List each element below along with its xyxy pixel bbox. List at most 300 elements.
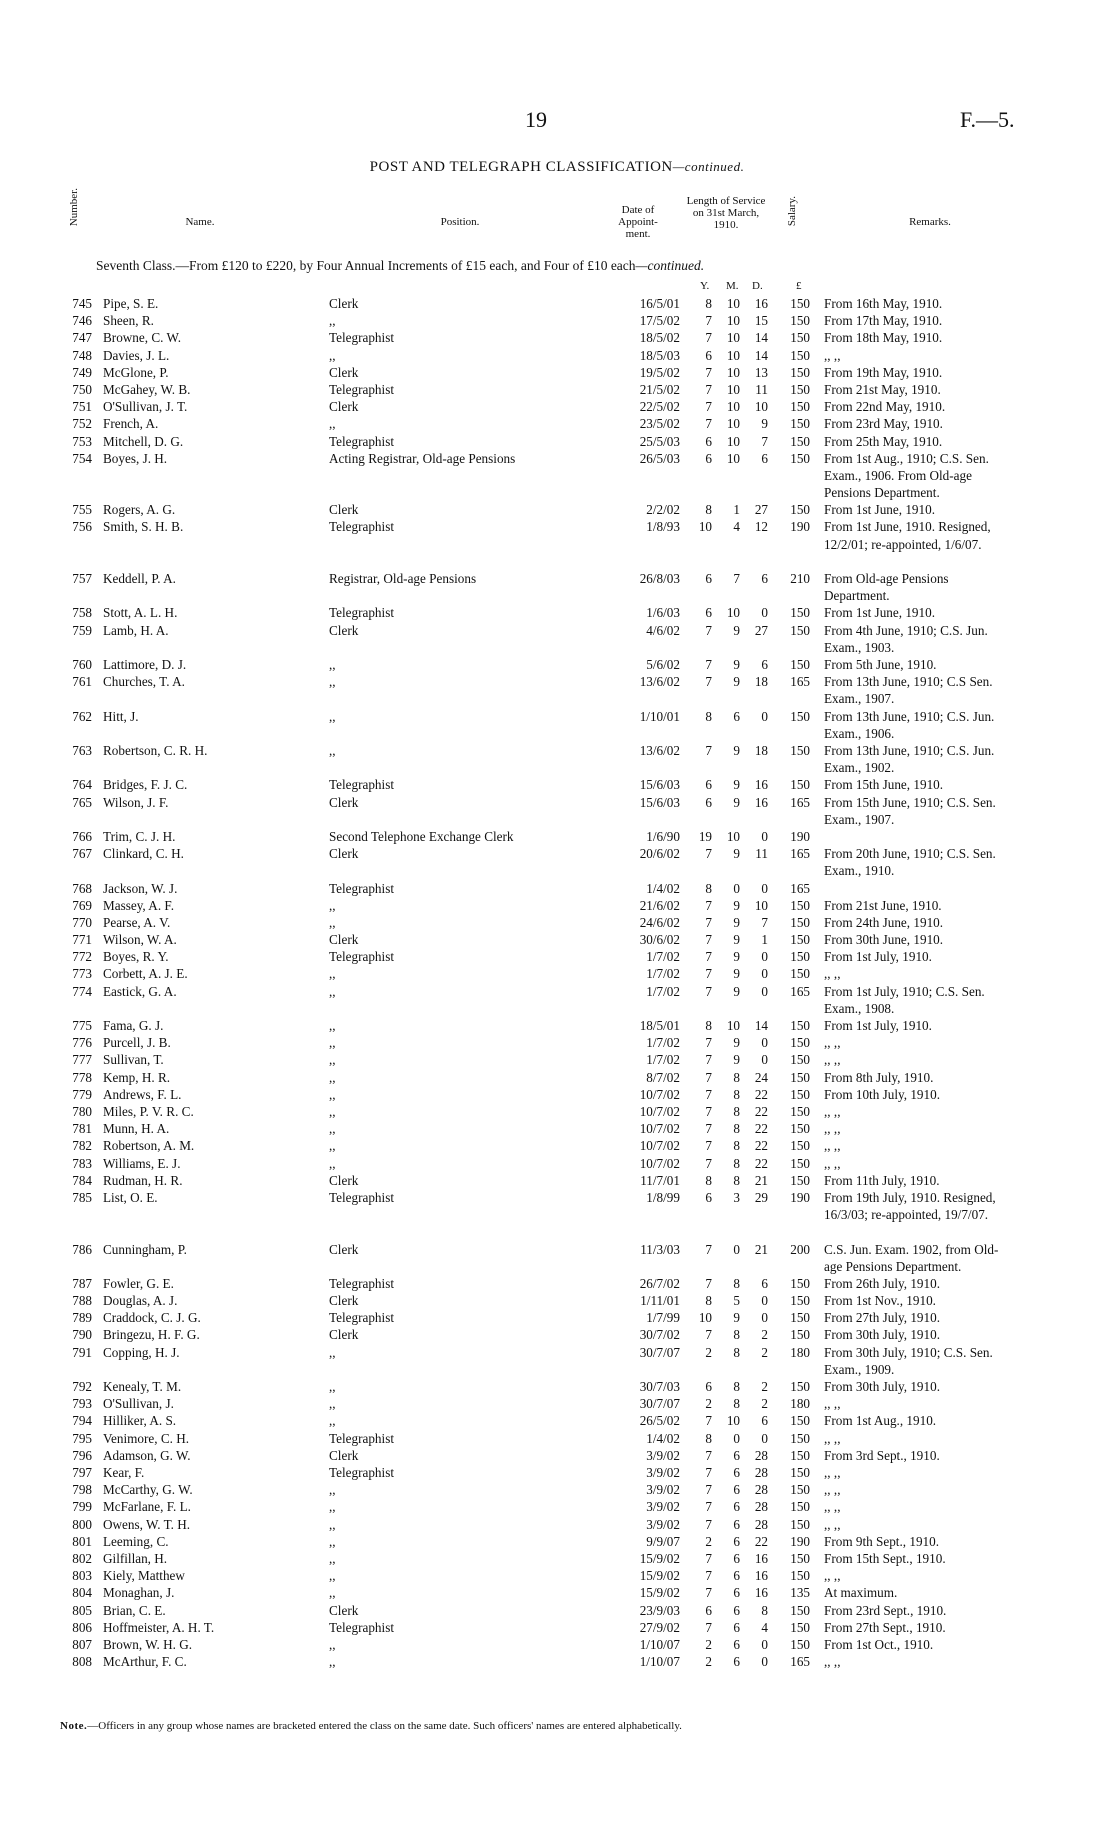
row-salary: 150 — [790, 1516, 810, 1532]
row-name: Wilson, J. F. — [103, 794, 169, 810]
row-number: 762 — [72, 708, 92, 724]
row-date: 1/7/02 — [646, 983, 680, 999]
row-salary: 210 — [790, 571, 810, 587]
note-label: Note. — [60, 1720, 88, 1732]
row-date: 5/6/02 — [646, 657, 680, 673]
row-months: 8 — [733, 1275, 740, 1291]
row-position: ,, — [329, 1018, 336, 1034]
row-remarks: From 26th July, 1910. — [824, 1275, 941, 1291]
row-name: Monaghan, J. — [103, 1585, 175, 1601]
row-months: 0 — [733, 880, 740, 896]
row-position: Clerk — [329, 1241, 359, 1257]
row-months: 8 — [733, 1379, 740, 1395]
days-unit: D. — [752, 280, 763, 292]
row-name: Lattimore, D. J. — [103, 657, 187, 673]
row-name: Boyes, J. H. — [103, 450, 168, 466]
row-salary: 150 — [790, 708, 810, 724]
table-row — [0, 828, 1114, 845]
row-name: McGlone, P. — [103, 364, 169, 380]
row-date: 1/7/02 — [646, 1052, 680, 1068]
row-days: 0 — [761, 828, 768, 844]
row-number: 759 — [72, 622, 92, 638]
row-days: 14 — [754, 347, 768, 363]
row-remarks: ,, ,, — [824, 347, 841, 363]
row-number: 776 — [72, 1035, 92, 1051]
row-name: Smith, S. H. B. — [103, 519, 184, 535]
row-days: 14 — [754, 1018, 768, 1034]
row-months: 9 — [733, 622, 740, 638]
row-number: 791 — [72, 1344, 92, 1360]
row-remarks: ,, ,, — [824, 1499, 841, 1515]
row-remarks: From 30th July, 1910. — [824, 1327, 941, 1343]
row-months: 1 — [733, 502, 740, 518]
row-days: 13 — [754, 364, 768, 380]
row-salary: 150 — [790, 330, 810, 346]
table-row — [0, 450, 1114, 502]
row-number: 787 — [72, 1275, 92, 1291]
row-name: Kemp, H. R. — [103, 1069, 171, 1085]
row-date: 1/8/99 — [646, 1189, 680, 1205]
row-position: Telegraphist — [329, 519, 394, 535]
row-name: Stott, A. L. H. — [103, 605, 178, 621]
row-remarks: ,, ,, — [824, 1138, 841, 1154]
row-salary: 150 — [790, 296, 810, 311]
row-name: Purcell, J. B. — [103, 1035, 171, 1051]
row-date: 10/7/02 — [639, 1086, 680, 1102]
table-row — [0, 312, 1114, 329]
row-months: 9 — [733, 949, 740, 965]
row-date: 19/5/02 — [639, 364, 680, 380]
row-months: 9 — [733, 794, 740, 810]
row-years: 10 — [698, 519, 712, 535]
table-row — [0, 914, 1114, 931]
row-remarks: From 21st June, 1910. — [824, 897, 942, 913]
row-number: 745 — [72, 296, 92, 311]
row-salary: 150 — [790, 743, 810, 758]
row-date: 18/5/01 — [639, 1018, 680, 1034]
row-date: 15/6/03 — [639, 794, 680, 810]
row-position: ,, — [329, 1379, 336, 1395]
position-column-header: Position. — [440, 216, 480, 228]
row-date: 15/9/02 — [639, 1585, 680, 1601]
row-remarks: From 1st Aug., 1910. — [824, 1413, 937, 1429]
row-remarks: ,, ,, — [824, 1465, 841, 1480]
row-salary: 165 — [790, 794, 810, 810]
row-position: ,, — [329, 657, 336, 673]
row-years: 10 — [698, 1310, 712, 1326]
remarks-column-header: Remarks. — [909, 216, 951, 228]
row-position: Clerk — [329, 502, 359, 518]
row-name: O'Sullivan, J. T. — [103, 399, 188, 415]
row-date: 4/6/02 — [646, 622, 680, 638]
row-remarks: From 8th July, 1910. — [824, 1069, 934, 1085]
row-date: 15/9/02 — [639, 1550, 680, 1566]
row-years: 7 — [705, 897, 712, 913]
row-salary: 150 — [790, 1275, 810, 1291]
row-months: 9 — [733, 846, 740, 862]
row-days: 1 — [761, 932, 768, 948]
row-name: Owens, W. T. H. — [103, 1516, 191, 1532]
row-position: ,, — [329, 1052, 336, 1068]
row-salary: 150 — [790, 966, 810, 982]
row-date: 26/8/03 — [639, 571, 680, 587]
row-remarks: From 27th July, 1910. — [824, 1310, 941, 1326]
row-remarks: From 1st June, 1910. Resigned, 12/2/01; re-appointed, 1/6/07. — [824, 519, 991, 552]
row-remarks: From 1st Nov., 1910. — [824, 1293, 936, 1309]
class-heading — [96, 258, 704, 274]
row-name: Andrews, F. L. — [103, 1086, 182, 1102]
row-days: 6 — [761, 1413, 768, 1429]
row-name: O'Sullivan, J. — [103, 1396, 174, 1412]
row-salary: 150 — [790, 897, 810, 913]
row-remarks: ,, ,, — [824, 1104, 841, 1119]
row-salary: 165 — [790, 674, 810, 690]
row-number: 778 — [72, 1069, 92, 1085]
row-months: 0 — [733, 1241, 740, 1257]
row-position: Clerk — [329, 932, 359, 948]
row-position: Clerk — [329, 399, 359, 415]
row-date: 3/9/02 — [646, 1516, 680, 1532]
table-row — [0, 364, 1114, 381]
row-salary: 150 — [790, 1052, 810, 1068]
row-number: 760 — [72, 657, 92, 673]
row-salary: 190 — [790, 519, 810, 535]
row-number: 761 — [72, 674, 92, 690]
row-years: 7 — [705, 1155, 712, 1171]
row-years: 7 — [705, 983, 712, 999]
row-remarks: From 21st May, 1910. — [824, 381, 941, 397]
table-row — [0, 433, 1114, 450]
row-years: 8 — [705, 502, 712, 518]
row-name: Miles, P. V. R. C. — [103, 1104, 194, 1119]
row-date: 10/7/02 — [639, 1104, 680, 1119]
row-years: 8 — [705, 296, 712, 311]
row-date: 21/5/02 — [639, 381, 680, 397]
row-months: 10 — [726, 1018, 740, 1034]
row-number: 746 — [72, 313, 92, 329]
row-salary: 165 — [790, 880, 810, 896]
row-salary: 150 — [790, 347, 810, 363]
row-name: Lamb, H. A. — [103, 622, 169, 638]
row-date: 1/6/03 — [646, 605, 680, 621]
pound-unit: £ — [796, 280, 802, 292]
row-years: 6 — [705, 450, 712, 466]
row-position: ,, — [329, 1585, 336, 1601]
row-number: 784 — [72, 1172, 92, 1188]
row-months: 8 — [733, 1069, 740, 1085]
table-row — [0, 1412, 1114, 1429]
row-salary: 150 — [790, 622, 810, 638]
row-days: 6 — [761, 450, 768, 466]
row-days: 10 — [754, 897, 768, 913]
row-remarks: ,, ,, — [824, 1516, 841, 1532]
row-number: 765 — [72, 794, 92, 810]
row-years: 7 — [705, 1465, 712, 1480]
row-date: 1/10/07 — [639, 1654, 680, 1670]
row-remarks: From 11th July, 1910. — [824, 1172, 940, 1188]
row-name: Brown, W. H. G. — [103, 1636, 193, 1652]
row-remarks: ,, ,, — [824, 1035, 841, 1051]
table-row — [0, 398, 1114, 415]
row-years: 7 — [705, 1482, 712, 1498]
row-years: 19 — [698, 828, 712, 844]
row-remarks: ,, ,, — [824, 1121, 841, 1137]
row-number: 798 — [72, 1482, 92, 1498]
row-salary: 150 — [790, 657, 810, 673]
row-salary: 150 — [790, 1310, 810, 1326]
row-years: 6 — [705, 794, 712, 810]
row-days: 0 — [761, 1636, 768, 1652]
row-months: 5 — [733, 1293, 740, 1309]
row-position: ,, — [329, 983, 336, 999]
row-months: 9 — [733, 932, 740, 948]
row-years: 6 — [705, 1379, 712, 1395]
table-row — [0, 1619, 1114, 1636]
row-remarks: From 10th July, 1910. — [824, 1086, 941, 1102]
row-remarks: From 19th July, 1910. Resigned, 16/3/03; re-appointed, 19/7/07. — [824, 1189, 996, 1223]
row-date: 11/7/01 — [640, 1172, 680, 1188]
row-remarks: From Old-age Pensions Department. — [824, 571, 949, 604]
row-date: 11/3/03 — [640, 1241, 680, 1257]
table-row — [0, 708, 1114, 742]
row-months: 9 — [733, 1310, 740, 1326]
table-row — [0, 295, 1114, 312]
row-months: 7 — [733, 571, 740, 587]
table-row — [0, 1567, 1114, 1584]
row-days: 2 — [761, 1327, 768, 1343]
row-position: ,, — [329, 1413, 336, 1429]
row-salary: 150 — [790, 433, 810, 449]
row-years: 7 — [705, 1413, 712, 1429]
row-position: ,, — [329, 1654, 336, 1670]
row-number: 797 — [72, 1465, 92, 1480]
row-days: 6 — [761, 657, 768, 673]
row-number: 748 — [72, 347, 92, 363]
row-salary: 150 — [790, 1636, 810, 1652]
row-name: Robertson, C. R. H. — [103, 743, 208, 758]
row-remarks: ,, ,, — [824, 1155, 841, 1171]
row-position: Telegraphist — [329, 1310, 394, 1326]
row-remarks: From 24th June, 1910. — [824, 914, 944, 930]
row-years: 7 — [705, 399, 712, 415]
table-row — [0, 1550, 1114, 1567]
row-name: Brian, C. E. — [103, 1602, 166, 1618]
row-years: 6 — [705, 777, 712, 793]
table-row — [0, 1653, 1114, 1670]
row-position: ,, — [329, 708, 336, 724]
table-row — [0, 501, 1114, 518]
row-remarks: ,, ,, — [824, 1568, 841, 1584]
row-position: Telegraphist — [329, 1189, 394, 1205]
row-remarks: From 23rd May, 1910. — [824, 416, 943, 432]
row-years: 6 — [705, 571, 712, 587]
row-name: McCarthy, G. W. — [103, 1482, 193, 1498]
row-months: 9 — [733, 657, 740, 673]
row-months: 9 — [733, 966, 740, 982]
row-months: 6 — [733, 1585, 740, 1601]
row-date: 1/8/93 — [646, 519, 680, 535]
row-days: 9 — [761, 416, 768, 432]
row-name: Mitchell, D. G. — [103, 433, 184, 449]
row-date: 1/6/90 — [646, 828, 680, 844]
row-remarks: From 22nd May, 1910. — [824, 399, 946, 415]
row-years: 7 — [705, 416, 712, 432]
page-number: 19 — [525, 107, 547, 132]
table-row — [0, 518, 1114, 570]
row-name: Kiely, Matthew — [103, 1568, 185, 1584]
row-position: ,, — [329, 347, 336, 363]
row-months: 6 — [733, 1482, 740, 1498]
row-remarks: From 25th May, 1910. — [824, 433, 943, 449]
row-remarks: From 1st June, 1910. — [824, 502, 935, 518]
row-number: 774 — [72, 983, 92, 999]
table-row — [0, 1086, 1114, 1103]
row-months: 6 — [733, 1602, 740, 1618]
row-position: ,, — [329, 313, 336, 329]
row-date: 23/9/03 — [639, 1602, 680, 1618]
table-row — [0, 1120, 1114, 1137]
row-remarks: From 30th June, 1910. — [824, 932, 944, 948]
row-years: 7 — [705, 932, 712, 948]
row-days: 0 — [761, 983, 768, 999]
row-salary: 150 — [790, 364, 810, 380]
row-date: 3/9/02 — [646, 1465, 680, 1480]
row-months: 6 — [733, 1550, 740, 1566]
salary-column-header: Salary. — [786, 196, 798, 227]
row-salary: 150 — [790, 1104, 810, 1119]
table-row — [0, 1464, 1114, 1481]
row-days: 14 — [754, 330, 768, 346]
row-remarks: From 27th Sept., 1910. — [824, 1619, 946, 1635]
row-name: McFarlane, F. L. — [103, 1499, 191, 1515]
row-date: 1/10/01 — [639, 708, 680, 724]
row-date: 24/6/02 — [639, 914, 680, 930]
row-months: 10 — [726, 828, 740, 844]
table-row — [0, 622, 1114, 656]
row-date: 25/5/03 — [639, 433, 680, 449]
row-remarks: From 1st July, 1910. — [824, 949, 932, 965]
row-months: 8 — [733, 1172, 740, 1188]
row-number: 790 — [72, 1327, 92, 1343]
row-number: 753 — [72, 433, 92, 449]
row-remarks: From 4th June, 1910; C.S. Jun. Exam., 1903. — [824, 622, 988, 655]
row-salary: 150 — [790, 450, 810, 466]
row-date: 2/2/02 — [646, 502, 680, 518]
row-name: Kear, F. — [103, 1465, 145, 1480]
row-date: 3/9/02 — [646, 1499, 680, 1515]
name-column-header: Name. — [185, 216, 215, 228]
row-days: 15 — [754, 313, 768, 329]
row-months: 9 — [733, 743, 740, 758]
row-years: 8 — [705, 1172, 712, 1188]
row-date: 27/9/02 — [639, 1619, 680, 1635]
row-name: Pearse, A. V. — [103, 914, 171, 930]
row-name: Rudman, H. R. — [103, 1172, 183, 1188]
row-months: 10 — [726, 450, 740, 466]
row-salary: 180 — [790, 1396, 810, 1412]
row-remarks: From 30th July, 1910. — [824, 1379, 941, 1395]
row-name: Adamson, G. W. — [103, 1447, 191, 1463]
row-remarks: From 1st Oct., 1910. — [824, 1636, 934, 1652]
row-salary: 150 — [790, 1568, 810, 1584]
row-years: 8 — [705, 708, 712, 724]
row-name: List, O. E. — [103, 1189, 158, 1205]
row-days: 10 — [754, 399, 768, 415]
months-unit: M. — [726, 280, 739, 292]
row-position: ,, — [329, 1155, 336, 1171]
table-row — [0, 983, 1114, 1017]
page-title — [0, 159, 1114, 176]
row-days: 6 — [761, 1275, 768, 1291]
row-name: Copping, H. J. — [103, 1344, 180, 1360]
note-text: —Officers in any group whose names are bracketed entered the class on the same date. Such officers' names are entered alphabetically. — [87, 1720, 682, 1732]
row-days: 22 — [754, 1155, 768, 1171]
row-position: Registrar, Old-age Pensions — [329, 571, 477, 587]
row-number: 758 — [72, 605, 92, 621]
table-row — [0, 1516, 1114, 1533]
row-days: 22 — [754, 1138, 768, 1154]
row-days: 11 — [755, 846, 768, 862]
row-days: 21 — [754, 1241, 768, 1257]
row-years: 7 — [705, 1447, 712, 1463]
row-position: ,, — [329, 1086, 336, 1102]
number-column-header: Number. — [68, 188, 80, 227]
row-position: Clerk — [329, 1327, 359, 1343]
row-position: ,, — [329, 1482, 336, 1498]
row-position: Clerk — [329, 364, 359, 380]
row-salary: 150 — [790, 399, 810, 415]
row-date: 15/9/02 — [639, 1568, 680, 1584]
row-days: 28 — [754, 1482, 768, 1498]
row-position: ,, — [329, 416, 336, 432]
row-months: 3 — [733, 1189, 740, 1205]
table-row — [0, 1103, 1114, 1120]
table-row — [0, 673, 1114, 707]
row-years: 7 — [705, 966, 712, 982]
row-date: 30/7/07 — [639, 1396, 680, 1412]
row-salary: 135 — [790, 1585, 810, 1601]
years-unit: Y. — [700, 280, 710, 292]
row-days: 16 — [754, 1585, 768, 1601]
row-date: 1/7/02 — [646, 949, 680, 965]
row-years: 6 — [705, 1189, 712, 1205]
row-number: 795 — [72, 1430, 92, 1446]
row-remarks: At maximum. — [824, 1585, 898, 1601]
row-years: 7 — [705, 313, 712, 329]
row-salary: 150 — [790, 777, 810, 793]
row-days: 22 — [754, 1104, 768, 1119]
row-remarks: From 15th June, 1910; C.S. Sen. Exam., 1907. — [824, 794, 996, 827]
row-months: 9 — [733, 983, 740, 999]
row-position: ,, — [329, 1550, 336, 1566]
row-months: 6 — [733, 1636, 740, 1652]
row-position: Telegraphist — [329, 605, 394, 621]
row-months: 6 — [733, 1654, 740, 1670]
row-date: 1/7/99 — [646, 1310, 680, 1326]
row-name: Robertson, A. M. — [103, 1138, 195, 1154]
row-name: Boyes, R. Y. — [103, 949, 169, 965]
row-days: 29 — [754, 1189, 768, 1205]
row-months: 10 — [726, 364, 740, 380]
row-number: 770 — [72, 914, 92, 930]
row-salary: 190 — [790, 1189, 810, 1205]
row-salary: 190 — [790, 1533, 810, 1549]
row-days: 28 — [754, 1499, 768, 1515]
row-remarks: From 20th June, 1910; C.S. Sen. Exam., 1910. — [824, 846, 996, 879]
row-days: 0 — [761, 1052, 768, 1068]
row-name: Leeming, C. — [103, 1533, 169, 1549]
row-position: Telegraphist — [329, 433, 394, 449]
